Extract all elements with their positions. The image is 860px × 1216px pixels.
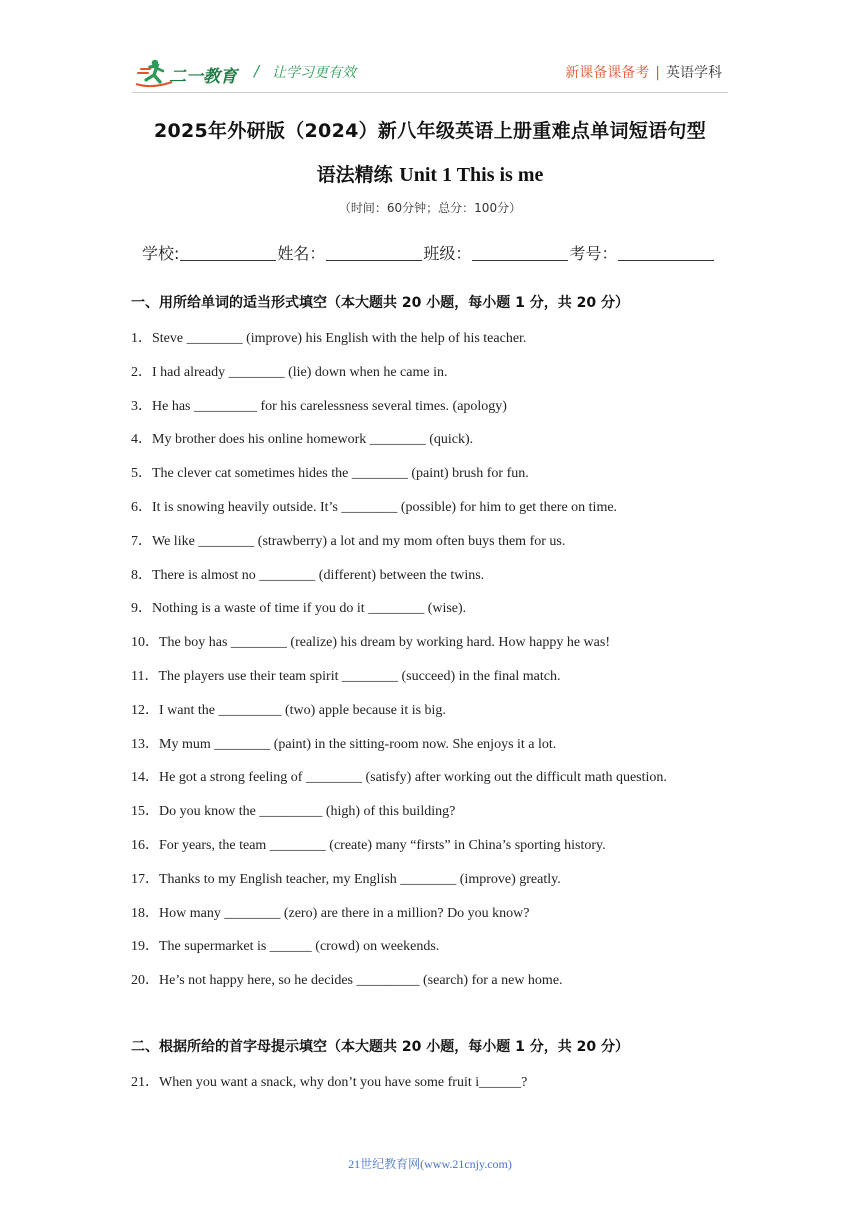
question-item: 3．He has _________ for his carelessness several times. (apology) <box>131 399 507 414</box>
document-subtitle <box>0 160 860 187</box>
question-item: 5．The clever cat sometimes hides the ________ (paint) brush for fun. <box>131 466 529 481</box>
question-item: 4．My brother does his online homework ________ (quick). <box>131 432 474 447</box>
question-item: 12．I want the _________ (two) apple because it is big. <box>131 703 446 718</box>
question-item: 6．It is snowing heavily outside. It’s ________ (possible) for him to get there on time. <box>131 500 618 515</box>
header-right <box>565 62 722 82</box>
number-blank[interactable] <box>618 246 714 261</box>
page-header <box>132 56 728 90</box>
logo-icon <box>132 58 244 90</box>
question-item: 7．We like ________ (strawberry) a lot and my mom often buys them for us. <box>131 534 566 549</box>
subtitle-cn: 语法精练 <box>316 164 393 186</box>
section-heading: 一、用所给单词的适当形式填空（本大题共 20 小题，每小题 1 分，共 20 分） <box>131 295 629 311</box>
name-label: 姓名： <box>277 244 326 263</box>
question-item: 9．Nothing is a waste of time if you do it ________ (wise). <box>131 601 467 616</box>
subject-label: 英语学科 <box>666 65 722 81</box>
question-item: 18．How many ________ (zero) are there in a million? Do you know? <box>131 906 530 921</box>
section-heading: 二、根据所给的首字母提示填空（本大题共 20 小题，每小题 1 分，共 20 分） <box>131 1039 629 1055</box>
question-item: 10．The boy has ________ (realize) his dream by working hard. How happy he was! <box>131 635 610 650</box>
question-item: 2．I had already ________ (lie) down when he came in. <box>131 365 448 380</box>
question-item: 21．When you want a snack, why don’t you have some fruit i______? <box>131 1075 528 1090</box>
question-item: 1．Steve ________ (improve) his English with the help of his teacher. <box>131 331 527 346</box>
question-item: 14．He got a strong feeling of ________ (satisfy) after working out the difficult math question. <box>131 770 667 785</box>
question-item: 15．Do you know the _________ (high) of this building? <box>131 804 456 819</box>
question-item: 16．For years, the team ________ (create) many “firsts” in China’s sporting history. <box>131 838 606 853</box>
school-label: 学校: <box>142 244 180 263</box>
header-divider <box>132 92 728 93</box>
school-blank[interactable] <box>180 246 276 261</box>
class-label: 班级： <box>423 244 472 263</box>
question-item: 13．My mum ________ (paint) in the sitting-room now. She enjoys it a lot. <box>131 737 557 752</box>
slogan-separator: / <box>254 62 260 80</box>
name-blank[interactable] <box>326 246 422 261</box>
number-label: 考号： <box>569 244 618 263</box>
class-blank[interactable] <box>472 246 568 261</box>
page-footer: 21世纪教育网(www.21cnjy.com) <box>348 1157 512 1171</box>
slogan: 让学习更有效 <box>272 65 356 81</box>
question-item: 11．The players use their team spirit ________ (succeed) in the final match. <box>131 669 561 684</box>
question-item: 8．There is almost no ________ (different) between the twins. <box>131 568 485 583</box>
question-item: 17．Thanks to my English teacher, my English ________ (improve) greatly. <box>131 872 561 887</box>
header-separator: | <box>655 65 660 81</box>
student-info-line <box>142 241 715 264</box>
series-label: 新课备课备考 <box>565 65 650 81</box>
time-info: （时间：60分钟；总分：100分） <box>338 201 522 215</box>
unit-title: Unit 1 This is me <box>399 164 544 186</box>
logo-text: 二一教育 <box>169 67 237 87</box>
question-item: 20．He’s not happy here, so he decides _________ (search) for a new home. <box>131 973 563 988</box>
document-title: 2025年外研版（2024）新八年级英语上册重难点单词短语句型 <box>153 120 707 142</box>
question-item: 19．The supermarket is ______ (crowd) on weekends. <box>131 939 440 954</box>
